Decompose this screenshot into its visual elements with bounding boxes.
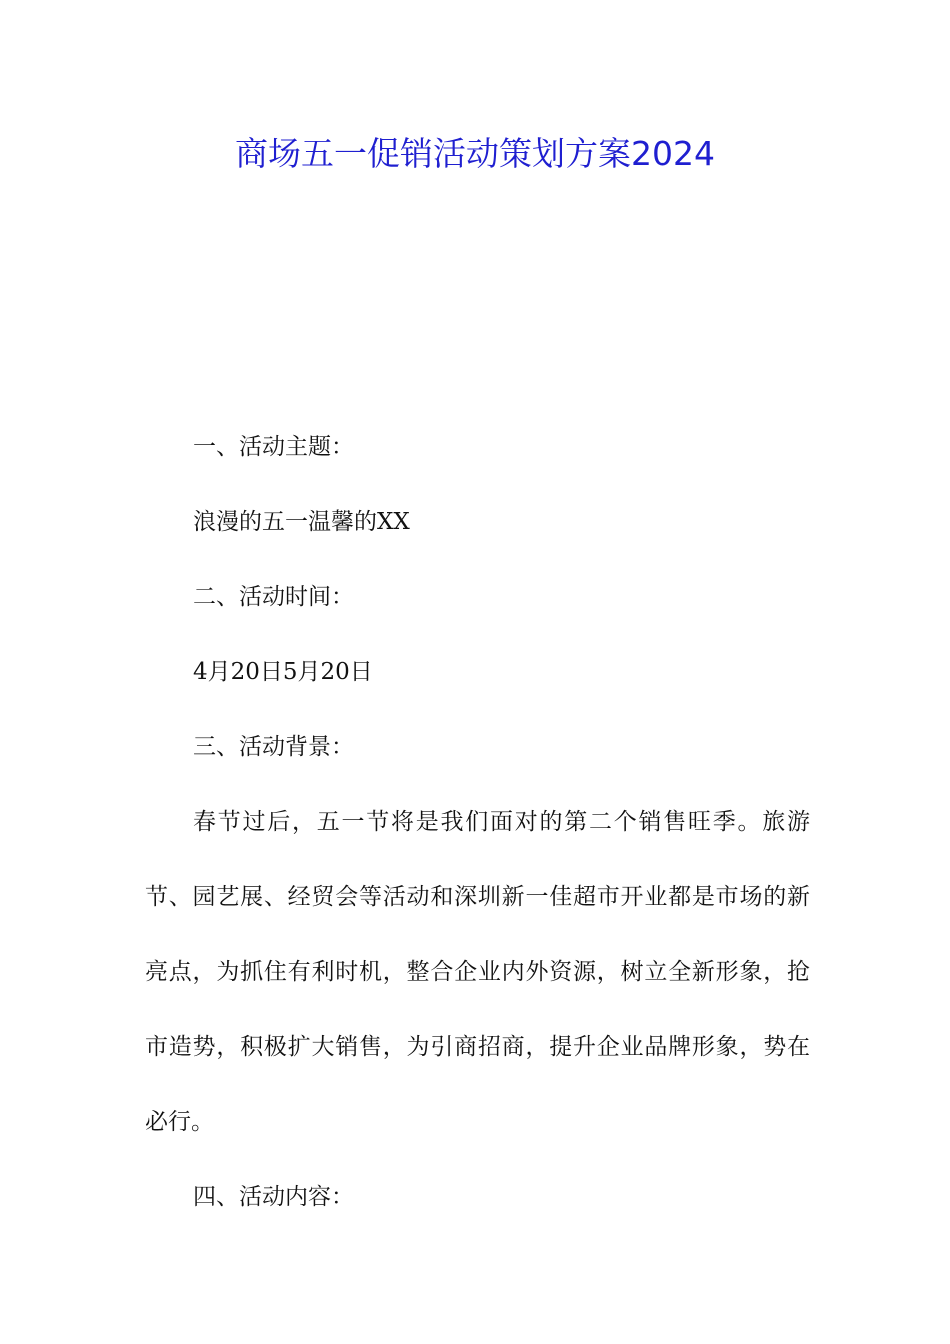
document-body (145, 410, 810, 1235)
section-heading-theme: 一、活动主题： (193, 434, 354, 460)
background-paragraph: 春节过后，五一节将是我们面对的第二个销售旺季。旅游节、园艺展、经贸会等活动和深圳新一佳超市开业都是市场的新亮点，为抓住有利时机，整合企业内外资源，树立全新形象，抢市造势，积极扩大销售，为引商招商，提升企业品牌形象，势在必行。 (145, 809, 810, 1135)
section-heading-time: 二、活动时间： (193, 584, 354, 610)
document-title: 商场五一促销活动策划方案2024 (235, 134, 715, 173)
theme-text: 浪漫的五一温馨的XX (193, 509, 410, 535)
section-heading-background: 三、活动背景： (193, 734, 354, 760)
section-heading-content: 四、活动内容： (193, 1184, 354, 1210)
time-text: 4月20日5月20日 (193, 659, 373, 685)
